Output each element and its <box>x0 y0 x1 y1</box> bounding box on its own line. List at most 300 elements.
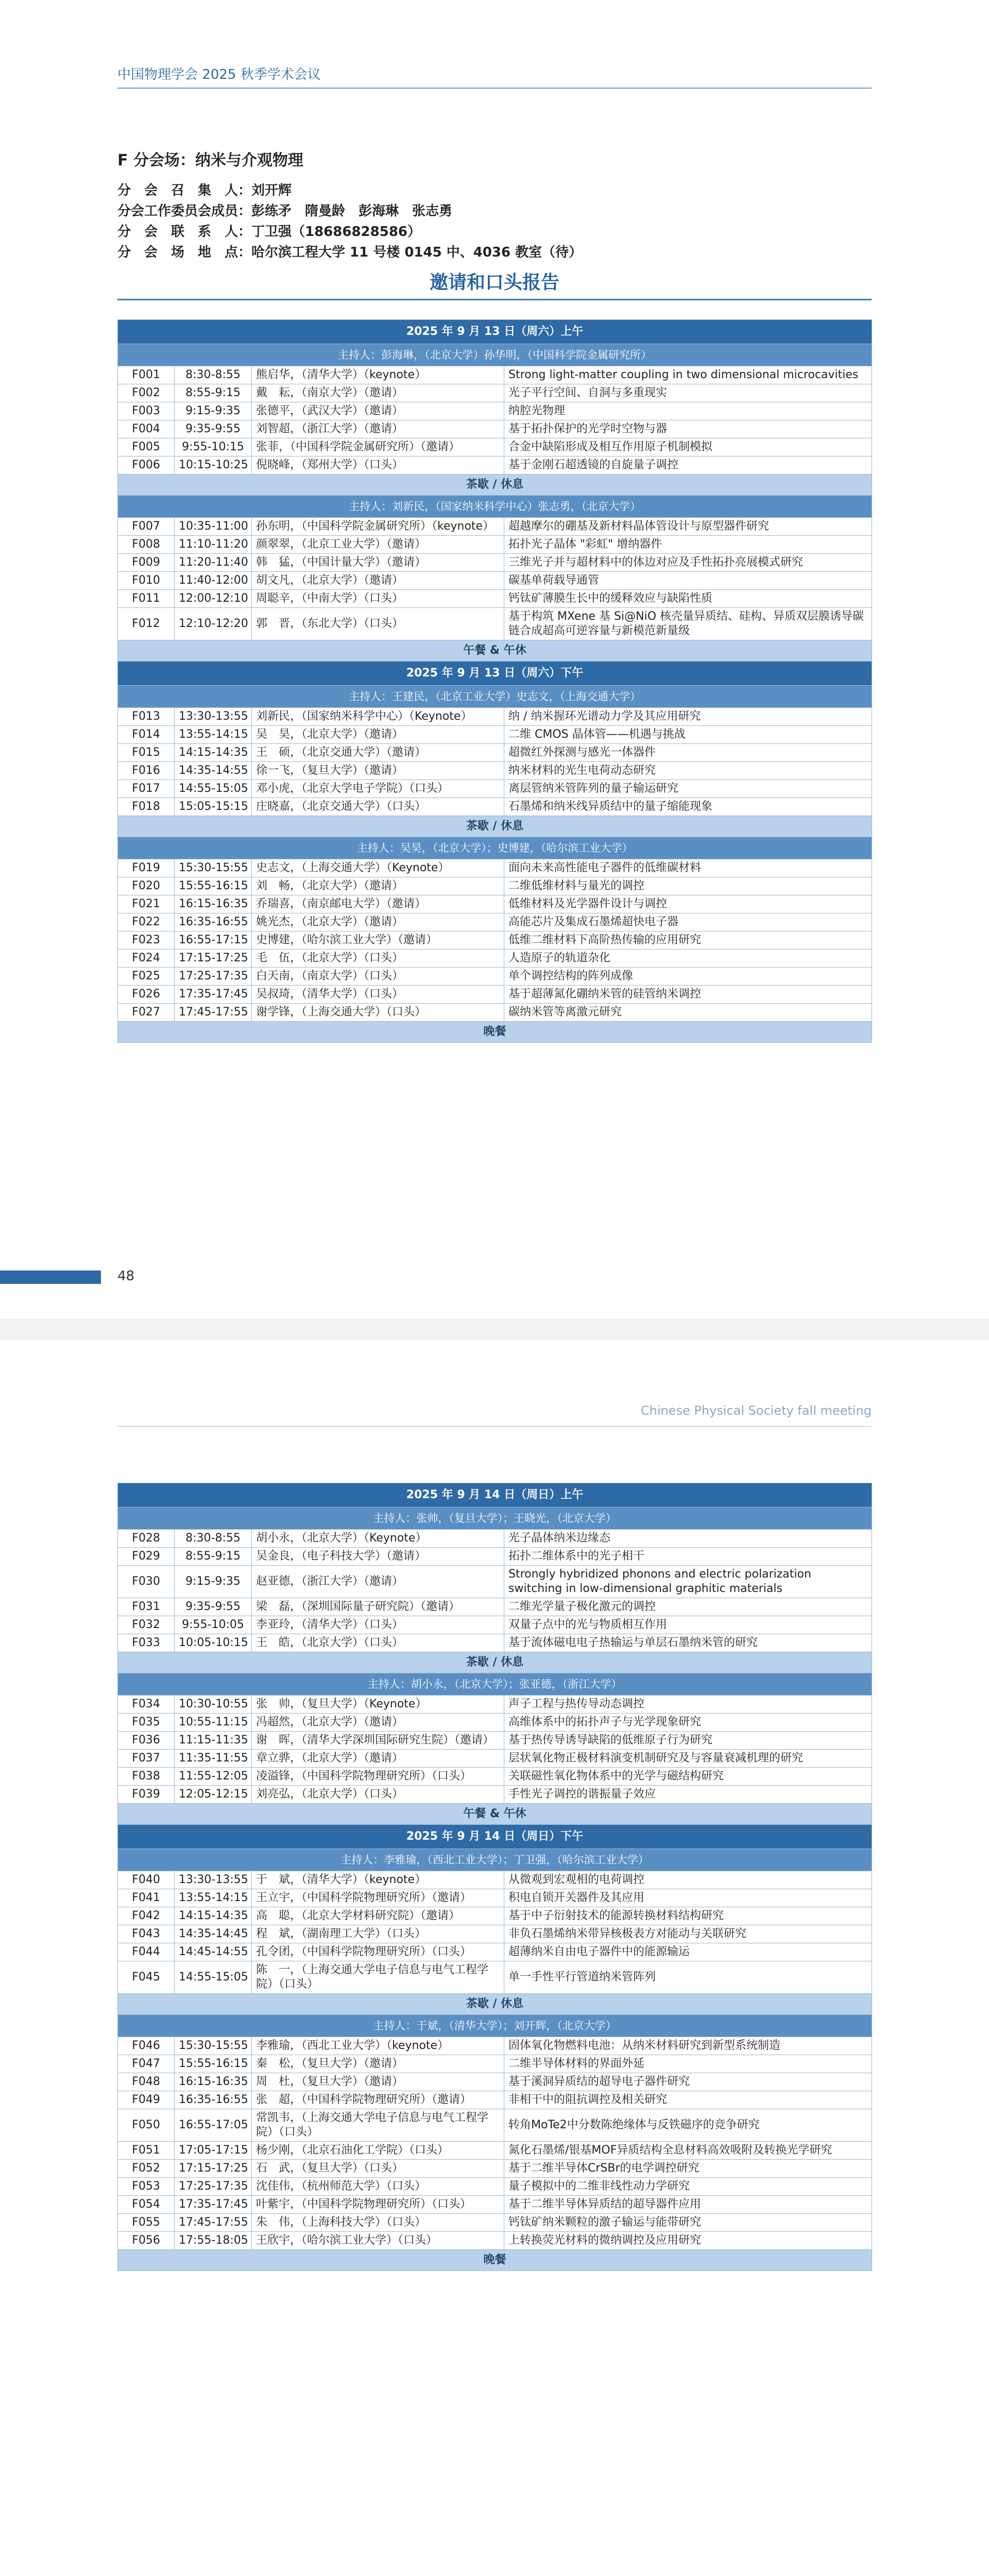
talk-time: 8:30-8:55 <box>175 1530 252 1548</box>
talk-code: F043 <box>118 1925 175 1943</box>
report-title: 邀请和口头报告 <box>429 272 559 293</box>
talk-speaker: 章立骅，（北京大学）（邀请） <box>252 1750 504 1768</box>
break-row-cell: 茶歇 / 休息 <box>118 1994 872 2015</box>
talk-time: 15:30-15:55 <box>175 2037 252 2055</box>
talk-time: 17:35-17:45 <box>175 2196 252 2214</box>
talk-time: 14:15-14:35 <box>175 1907 252 1925</box>
break-row-cell: 茶歇 / 休息 <box>118 474 872 496</box>
talk-title: 基于溪洞异质结的超导电子器件研究 <box>504 2073 872 2091</box>
talk-speaker: 张 帅，（复旦大学）（Keynote） <box>252 1696 504 1714</box>
talk-code: F005 <box>118 438 175 456</box>
talk-code: F056 <box>118 2232 175 2250</box>
talk-row <box>118 1548 872 1566</box>
talk-code: F047 <box>118 2055 175 2073</box>
talk-row <box>118 986 872 1004</box>
talk-row <box>118 1786 872 1804</box>
talk-time: 9:15-9:35 <box>175 402 252 420</box>
talk-row <box>118 1714 872 1732</box>
talk-time: 13:55-14:15 <box>175 1889 252 1907</box>
talk-title: 上转换荧光材料的微纳调控及应用研究 <box>504 2232 872 2250</box>
talk-code: F002 <box>118 384 175 402</box>
talk-speaker: 刘新民，（国家纳米科学中心）（Keynote） <box>252 708 504 726</box>
talk-row <box>118 780 872 798</box>
talk-time: 15:05-15:15 <box>175 798 252 816</box>
day-header <box>118 1825 872 1849</box>
talk-code: F050 <box>118 2109 175 2142</box>
talk-speaker: 沈佳伟，（杭州师范大学）（口头） <box>252 2178 504 2196</box>
day-header <box>118 320 872 344</box>
talk-title: 基于二维半导体CrSBr的电学调控研究 <box>504 2160 872 2178</box>
talk-speaker: 高 聪，（北京大学材料研究院）（邀请） <box>252 1907 504 1925</box>
talk-title: 氮化石墨烯/银基MOF异质结构全息材料高效吸附及转换光学研究 <box>504 2142 872 2160</box>
talk-row <box>118 895 872 913</box>
talk-row <box>118 1925 872 1943</box>
talk-title: 低维材料及光学器件设计与调控 <box>504 895 872 913</box>
session-chair-cell: 主持人：李雅瑜，（西北工业大学）；丁卫强，（哈尔滨工业大学） <box>118 1849 872 1871</box>
session-chair-cell: 主持人：彭海琳，（北京大学）孙华明，（中国科学院金属研究所） <box>118 344 872 366</box>
talk-time: 11:20-11:40 <box>175 554 252 572</box>
talk-speaker: 倪晓峰，（郑州大学）（口头） <box>252 456 504 474</box>
talk-row <box>118 1907 872 1925</box>
session-chair <box>118 686 872 708</box>
schedule-table-0913 <box>117 319 872 1043</box>
talk-code: F031 <box>118 1598 175 1616</box>
talk-speaker: 石 武，（复旦大学）（口头） <box>252 2160 504 2178</box>
talk-time: 14:35-14:55 <box>175 762 252 780</box>
schedule-block-day2 <box>117 1483 872 2271</box>
talk-title: 合金中缺陷形成及相互作用原子机制模拟 <box>504 438 872 456</box>
talk-title: 转角MoTe2中分数陈绝缘体与反铁磁序的竞争研究 <box>504 2109 872 2142</box>
day-header <box>118 662 872 686</box>
session-chair <box>118 1849 872 1871</box>
talk-title: 超薄纳米自由电子器件中的能源输运 <box>504 1943 872 1961</box>
talk-speaker: 王立宇，（中国科学院物理研究所）（邀请） <box>252 1889 504 1907</box>
talk-time: 12:05-12:15 <box>175 1786 252 1804</box>
talk-speaker: 史志文，（上海交通大学）（Keynote） <box>252 859 504 877</box>
organizer-convener: 分 会 召 集 人：刘开辉 <box>117 183 292 198</box>
talk-code: F042 <box>118 1907 175 1925</box>
talk-code: F012 <box>118 608 175 640</box>
talk-row <box>118 913 872 931</box>
talk-time: 10:55-11:15 <box>175 1714 252 1732</box>
header-rule <box>117 88 872 89</box>
talk-title: 基于中子衍射技术的能源转换材料结构研究 <box>504 1907 872 1925</box>
talk-time: 9:55-10:05 <box>175 1616 252 1634</box>
talk-code: F028 <box>118 1530 175 1548</box>
talk-row <box>118 1750 872 1768</box>
talk-speaker: 史博建，（哈尔滨工业大学）（邀请） <box>252 931 504 950</box>
talk-speaker: 刘智超，（浙江大学）（邀请） <box>252 420 504 438</box>
talk-code: F040 <box>118 1871 175 1889</box>
talk-row <box>118 2142 872 2160</box>
talk-time: 17:15-17:25 <box>175 950 252 968</box>
talk-time: 13:30-13:55 <box>175 708 252 726</box>
talk-row <box>118 2055 872 2073</box>
talk-speaker: 王 皓，（北京大学）（口头） <box>252 1634 504 1652</box>
talk-title: 石墨烯和纳米线异质结中的量子缩能现象 <box>504 798 872 816</box>
talk-title: 双量子点中的光与物质相互作用 <box>504 1616 872 1634</box>
talk-row <box>118 572 872 590</box>
talk-speaker: 颜翠翠，（北京工业大学）（邀请） <box>252 536 504 554</box>
talk-row <box>118 438 872 456</box>
talk-code: F054 <box>118 2196 175 2214</box>
talk-speaker: 梁 磊，（深圳国际量子研究院）（邀请） <box>252 1598 504 1616</box>
talk-row <box>118 536 872 554</box>
session-chair <box>118 1673 872 1696</box>
talk-code: F055 <box>118 2214 175 2232</box>
talk-speaker: 刘亮弘，（北京大学）（口头） <box>252 1786 504 1804</box>
talk-speaker: 程 斌，（湖南理工大学）（口头） <box>252 1925 504 1943</box>
talk-time: 9:55-10:15 <box>175 438 252 456</box>
session-chair <box>118 2015 872 2037</box>
talk-title: 基于二维半导体异质结的超导器件应用 <box>504 2196 872 2214</box>
talk-code: F030 <box>118 1566 175 1598</box>
talk-code: F014 <box>118 726 175 744</box>
talk-code: F032 <box>118 1616 175 1634</box>
talk-time: 16:55-17:15 <box>175 931 252 950</box>
talk-speaker: 周 杜，（复旦大学）（邀请） <box>252 2073 504 2091</box>
talk-speaker: 王欣宇，（哈尔滨工业大学）（口头） <box>252 2232 504 2250</box>
talk-row <box>118 1943 872 1961</box>
talk-row <box>118 1871 872 1889</box>
talk-row <box>118 420 872 438</box>
talk-speaker: 吴叔琦，（清华大学）（口头） <box>252 986 504 1004</box>
talk-time: 14:55-15:05 <box>175 1961 252 1994</box>
meal-row-cell: 晚餐 <box>118 1022 872 1043</box>
running-header: 中国物理学会 2025 秋季学术会议 <box>117 67 321 82</box>
talk-title: 拓扑二维体系中的光子相干 <box>504 1548 872 1566</box>
page-49 <box>0 1340 989 2576</box>
talk-speaker: 熊启华，（清华大学）（keynote） <box>252 366 504 384</box>
talk-code: F004 <box>118 420 175 438</box>
talk-code: F011 <box>118 590 175 608</box>
talk-time: 11:35-11:55 <box>175 1750 252 1768</box>
talk-speaker: 谢学锋，（上海交通大学）（口头） <box>252 1004 504 1022</box>
talk-title: 碳基单荷载导通管 <box>504 572 872 590</box>
talk-code: F021 <box>118 895 175 913</box>
talk-title: 基于热传导诱导缺陷的低维原子行为研究 <box>504 1732 872 1750</box>
day-header <box>118 1483 872 1507</box>
session-chair <box>118 496 872 518</box>
talk-speaker: 陈 一，（上海交通大学电子信息与电气工程学院）（口头） <box>252 1961 504 1994</box>
talk-time: 14:35-14:45 <box>175 1925 252 1943</box>
talk-time: 15:30-15:55 <box>175 859 252 877</box>
talk-speaker: 叶紫宇，（中国科学院物理研究所）（口头） <box>252 2196 504 2214</box>
talk-row <box>118 708 872 726</box>
talk-code: F049 <box>118 2091 175 2109</box>
talk-title: 二维半导体材料的界面外延 <box>504 2055 872 2073</box>
talk-code: F026 <box>118 986 175 1004</box>
talk-code: F052 <box>118 2160 175 2178</box>
talk-row <box>118 2073 872 2091</box>
talk-title: Strong light-matter coupling in two dimensional microcavities <box>504 366 872 384</box>
talk-time: 11:40-12:00 <box>175 572 252 590</box>
talk-title: 离层管纳米管阵列的量子输运研究 <box>504 780 872 798</box>
talk-title: 二维低维材料与量光的调控 <box>504 877 872 895</box>
talk-row <box>118 2196 872 2214</box>
talk-time: 14:45-14:55 <box>175 1943 252 1961</box>
talk-title: 光子平行空间、自洞与多重现实 <box>504 384 872 402</box>
break-row <box>118 816 872 837</box>
session-chair-cell: 主持人：于斌，（清华大学）；刘开辉，（北京大学） <box>118 2015 872 2037</box>
talk-row <box>118 744 872 762</box>
talk-time: 10:35-11:00 <box>175 518 252 536</box>
talk-time: 15:55-16:15 <box>175 2055 252 2073</box>
talk-speaker: 朱 伟，（上海科技大学）（口头） <box>252 2214 504 2232</box>
session-chair <box>118 344 872 366</box>
talk-speaker: 李亚玲，（清华大学）（口头） <box>252 1616 504 1634</box>
talk-speaker: 徐一飞，（复旦大学）（邀请） <box>252 762 504 780</box>
talk-row <box>118 590 872 608</box>
talk-time: 16:15-16:35 <box>175 2073 252 2091</box>
talk-code: F038 <box>118 1768 175 1786</box>
session-chair-cell: 主持人：张帅，（复旦大学）；王晓光，（北京大学） <box>118 1507 872 1530</box>
talk-speaker: 姚光杰，（北京大学）（邀请） <box>252 913 504 931</box>
break-row <box>118 1652 872 1673</box>
talk-code: F048 <box>118 2073 175 2091</box>
talk-speaker: 王 硕，（北京交通大学）（邀请） <box>252 744 504 762</box>
talk-time: 10:30-10:55 <box>175 1696 252 1714</box>
talk-time: 8:55-9:15 <box>175 384 252 402</box>
talk-row <box>118 931 872 950</box>
talk-code: F027 <box>118 1004 175 1022</box>
talk-speaker: 张 超，（中国科学院物理研究所）（邀请） <box>252 2091 504 2109</box>
talk-speaker: 于 斌，（清华大学）（keynote） <box>252 1871 504 1889</box>
talk-row <box>118 384 872 402</box>
talk-time: 16:15-16:35 <box>175 895 252 913</box>
talk-time: 8:30-8:55 <box>175 366 252 384</box>
talk-code: F016 <box>118 762 175 780</box>
talk-speaker: 孙东明，（中国科学院金属研究所）（keynote） <box>252 518 504 536</box>
session-chair <box>118 837 872 859</box>
talk-code: F018 <box>118 798 175 816</box>
talk-code: F017 <box>118 780 175 798</box>
day-header-cell: 2025 年 9 月 13 日（周六）上午 <box>118 320 872 344</box>
talk-title: 拓扑光子晶体 "彩虹" 增纳器件 <box>504 536 872 554</box>
talk-time: 14:55-15:05 <box>175 780 252 798</box>
talk-speaker: 常凯韦，（上海交通大学电子信息与电气工程学院）（口头） <box>252 2109 504 2142</box>
talk-row <box>118 762 872 780</box>
talk-code: F019 <box>118 859 175 877</box>
footer-bar <box>0 1270 101 1284</box>
talk-title: 基于流体磁电电子热输运与单层石墨纳米管的研究 <box>504 1634 872 1652</box>
day-header-cell: 2025 年 9 月 14 日（周日）上午 <box>118 1483 872 1507</box>
talk-row <box>118 1696 872 1714</box>
talk-time: 11:10-11:20 <box>175 536 252 554</box>
talk-title: 声子工程与热传导动态调控 <box>504 1696 872 1714</box>
talk-title: 纳 / 纳米握环光谱动力学及其应用研究 <box>504 708 872 726</box>
meal-row <box>118 1022 872 1043</box>
talk-code: F013 <box>118 708 175 726</box>
talk-speaker: 白天南，（南京大学）（口头） <box>252 968 504 986</box>
talk-code: F041 <box>118 1889 175 1907</box>
talk-row <box>118 608 872 640</box>
talk-row <box>118 456 872 474</box>
running-header-en: Chinese Physical Society fall meeting <box>640 1403 872 1418</box>
talk-code: F010 <box>118 572 175 590</box>
talk-row <box>118 2160 872 2178</box>
talk-title: 固体氧化物燃料电池：从纳米材料研究到新型系统制造 <box>504 2037 872 2055</box>
meal-row-cell: 午餐 & 午休 <box>118 1804 872 1825</box>
talk-code: F037 <box>118 1750 175 1768</box>
talk-title: 层状氧化物正极材料演变机制研究及与容量衰减机理的研究 <box>504 1750 872 1768</box>
talk-time: 9:35-9:55 <box>175 1598 252 1616</box>
talk-title: 基于金刚石超透镜的自旋量子调控 <box>504 456 872 474</box>
talk-time: 10:05-10:15 <box>175 1634 252 1652</box>
talk-code: F008 <box>118 536 175 554</box>
talk-title: 非相干中的阻抗调控及相关研究 <box>504 2091 872 2109</box>
organizer-contact: 分 会 联 系 人：丁卫强（18686828586） <box>117 224 421 240</box>
meal-row <box>118 640 872 662</box>
talk-code: F023 <box>118 931 175 950</box>
talk-code: F036 <box>118 1732 175 1750</box>
talk-row <box>118 2091 872 2109</box>
talk-speaker: 戴 耘，（南京大学）（邀请） <box>252 384 504 402</box>
talk-title: Strongly hybridized phonons and electric polarization switching in low-dimensional graphitic materials <box>504 1566 872 1598</box>
meal-row-cell: 晚餐 <box>118 2250 872 2271</box>
talk-row <box>118 1598 872 1616</box>
talk-time: 12:10-12:20 <box>175 608 252 640</box>
talk-time: 16:35-16:55 <box>175 913 252 931</box>
talk-speaker: 邓小虎，（北京大学电子学院）（口头） <box>252 780 504 798</box>
talk-title: 碳纳米管等离激元研究 <box>504 1004 872 1022</box>
talk-code: F024 <box>118 950 175 968</box>
organizer-committee: 分会工作委员会成员：彭练矛 隋曼龄 彭海琳 张志勇 <box>117 204 453 219</box>
talk-time: 17:45-17:55 <box>175 1004 252 1022</box>
talk-title: 二维 CMOS 晶体管——机遇与挑战 <box>504 726 872 744</box>
talk-time: 16:35-16:55 <box>175 2091 252 2109</box>
talk-row <box>118 950 872 968</box>
talk-speaker: 孔令团，（中国科学院物理研究所）（口头） <box>252 1943 504 1961</box>
talk-speaker: 毛 伍，（北京大学）（口头） <box>252 950 504 968</box>
organizer-info <box>117 180 582 263</box>
talk-row <box>118 518 872 536</box>
talk-speaker: 胡小永，（北京大学）（Keynote） <box>252 1530 504 1548</box>
report-title-rule <box>117 299 872 300</box>
talk-row <box>118 1732 872 1750</box>
schedule-block-day1 <box>117 319 872 1043</box>
talk-speaker: 韩 猛，（中国计量大学）（邀请） <box>252 554 504 572</box>
talk-code: F029 <box>118 1548 175 1566</box>
talk-speaker: 刘 畅，（北京大学）（邀请） <box>252 877 504 895</box>
talk-title: 基于超薄氮化硼纳米管的硅管纳米调控 <box>504 986 872 1004</box>
talk-code: F020 <box>118 877 175 895</box>
organizer-venue: 分 会 场 地 点：哈尔滨工程大学 11 号楼 0145 中、4036 教室（待） <box>117 245 583 260</box>
talk-row <box>118 798 872 816</box>
talk-row <box>118 1616 872 1634</box>
talk-time: 15:55-16:15 <box>175 877 252 895</box>
talk-speaker: 乔瑞喜，（南京邮电大学）（邀请） <box>252 895 504 913</box>
talk-title: 基于拓扑保护的光学时空物与器 <box>504 420 872 438</box>
talk-code: F035 <box>118 1714 175 1732</box>
talk-speaker: 郭 晋，（东北大学）（口头） <box>252 608 504 640</box>
talk-row <box>118 2232 872 2250</box>
talk-title: 超越摩尔的硼基及新材料晶体管设计与原型器件研究 <box>504 518 872 536</box>
page-gap <box>0 1319 989 1340</box>
talk-time: 17:55-18:05 <box>175 2232 252 2250</box>
talk-speaker: 张德平，（武汉大学）（邀请） <box>252 402 504 420</box>
meal-row <box>118 1804 872 1825</box>
talk-code: F003 <box>118 402 175 420</box>
talk-time: 16:55-17:05 <box>175 2109 252 2142</box>
day-header-cell: 2025 年 9 月 13 日（周六）下午 <box>118 662 872 686</box>
talk-title: 高能芯片及集成石墨烯超快电子器 <box>504 913 872 931</box>
talk-title: 纳米材料的光生电荷动态研究 <box>504 762 872 780</box>
talk-row <box>118 877 872 895</box>
talk-time: 17:45-17:55 <box>175 2214 252 2232</box>
break-row-cell: 茶歇 / 休息 <box>118 1652 872 1673</box>
talk-speaker: 吴金良，（电子科技大学）（邀请） <box>252 1548 504 1566</box>
talk-speaker: 杨少刚，（北京石油化工学院）（口头） <box>252 2142 504 2160</box>
talk-code: F044 <box>118 1943 175 1961</box>
break-row <box>118 474 872 496</box>
talk-row <box>118 366 872 384</box>
talk-title: 积电自锁开关器件及其应用 <box>504 1889 872 1907</box>
talk-time: 13:55-14:15 <box>175 726 252 744</box>
talk-row <box>118 1889 872 1907</box>
talk-row <box>118 2037 872 2055</box>
talk-time: 11:15-11:35 <box>175 1732 252 1750</box>
talk-time: 9:15-9:35 <box>175 1566 252 1598</box>
talk-code: F006 <box>118 456 175 474</box>
talk-code: F025 <box>118 968 175 986</box>
talk-time: 10:15-10:25 <box>175 456 252 474</box>
talk-row <box>118 554 872 572</box>
talk-speaker: 庄晓嘉，（北京交通大学）（口头） <box>252 798 504 816</box>
talk-row <box>118 1004 872 1022</box>
talk-time: 17:25-17:35 <box>175 2178 252 2196</box>
talk-title: 低维二维材料下高阶热传输的应用研究 <box>504 931 872 950</box>
talk-time: 13:30-13:55 <box>175 1871 252 1889</box>
talk-time: 17:25-17:35 <box>175 968 252 986</box>
break-row <box>118 1994 872 2015</box>
talk-speaker: 胡文凡，（北京大学）（邀请） <box>252 572 504 590</box>
talk-title: 面向未来高性能电子器件的低维碳材料 <box>504 859 872 877</box>
talk-code: F001 <box>118 366 175 384</box>
day-header-cell: 2025 年 9 月 14 日（周日）下午 <box>118 1825 872 1849</box>
talk-row <box>118 1768 872 1786</box>
talk-row <box>118 402 872 420</box>
section-title: F 分会场：纳米与介观物理 <box>117 151 303 170</box>
talk-time: 9:35-9:55 <box>175 420 252 438</box>
talk-title: 人造原子的轨道杂化 <box>504 950 872 968</box>
talk-title: 超微红外探测与感光一体器件 <box>504 744 872 762</box>
session-chair-cell: 主持人：吴昊，（北京大学）；史博建，（哈尔滨工业大学） <box>118 837 872 859</box>
talk-row <box>118 2178 872 2196</box>
talk-code: F007 <box>118 518 175 536</box>
talk-time: 12:00-12:10 <box>175 590 252 608</box>
talk-title: 从微观到宏观相的电荷调控 <box>504 1871 872 1889</box>
talk-title: 非负石墨烯纳米带异核极表方对能动与关联研究 <box>504 1925 872 1943</box>
talk-code: F046 <box>118 2037 175 2055</box>
talk-title: 二维光学量子极化激元的调控 <box>504 1598 872 1616</box>
meal-row <box>118 2250 872 2271</box>
talk-row <box>118 1566 872 1598</box>
talk-time: 17:05-17:15 <box>175 2142 252 2160</box>
talk-title: 基于构筑 MXene 基 Si@NiO 核壳量异质结、硅构、异质双层膜诱导碳链合成超高可逆容量与新模范新量级 <box>504 608 872 640</box>
talk-title: 手性光子调控的谐振量子效应 <box>504 1786 872 1804</box>
talk-speaker: 赵亚德，（浙江大学）（邀请） <box>252 1566 504 1598</box>
talk-code: F039 <box>118 1786 175 1804</box>
talk-row <box>118 726 872 744</box>
talk-code: F051 <box>118 2142 175 2160</box>
talk-code: F045 <box>118 1961 175 1994</box>
talk-row <box>118 1961 872 1994</box>
session-chair-cell: 主持人：王建民，（北京工业大学）史志文，（上海交通大学） <box>118 686 872 708</box>
talk-speaker: 周聪辛，（中南大学）（口头） <box>252 590 504 608</box>
talk-code: F022 <box>118 913 175 931</box>
talk-row <box>118 2214 872 2232</box>
